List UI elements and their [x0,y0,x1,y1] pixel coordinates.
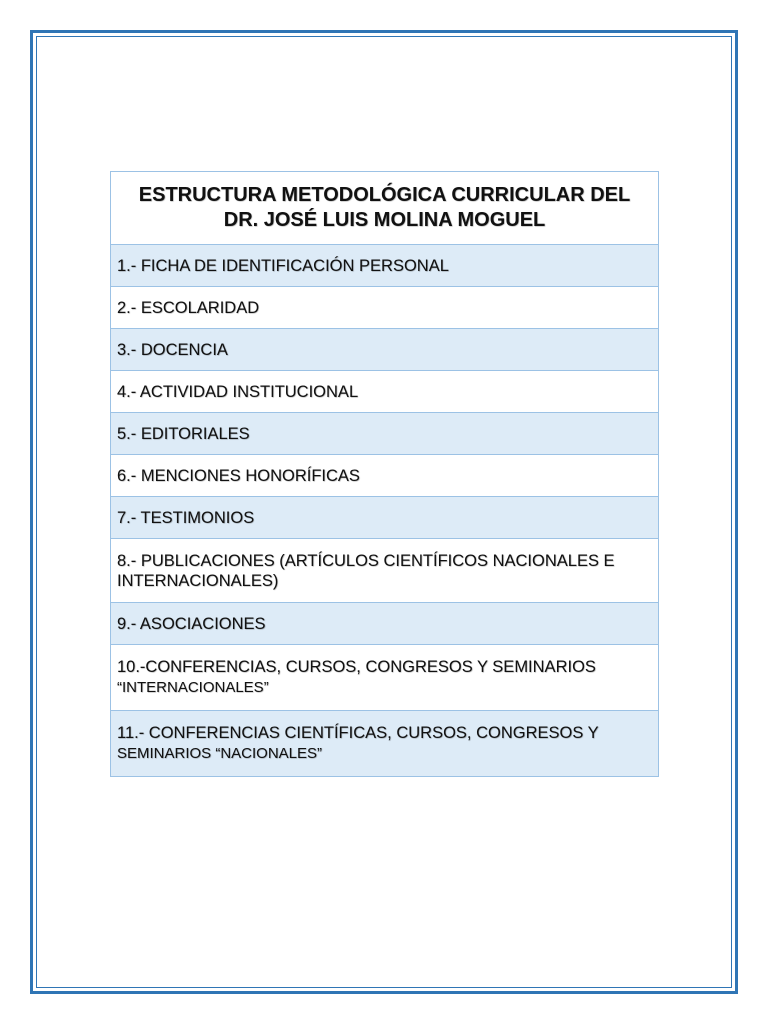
table-row [111,711,659,777]
curriculum-structure-table [110,171,659,777]
item-ficha-identificacion: 1.- FICHA DE IDENTIFICACIÓN PERSONAL [111,245,659,287]
item-actividad-institucional: 4.- ACTIVIDAD INSTITUCIONAL [111,371,659,413]
item-docencia: 3.- DOCENCIA [111,329,659,371]
table-row [111,455,659,497]
item-publicaciones-line-1: 8.- PUBLICACIONES (ARTÍCULOS CIENTÍFICOS NACIONALES E [117,551,615,570]
item-escolaridad: 2.- ESCOLARIDAD [111,287,659,329]
item-publicaciones-line-2: INTERNACIONALES) [117,571,279,590]
table-header-row [111,172,659,245]
item-conferencias-nacionales-line-2: SEMINARIOS “NACIONALES” [117,745,323,762]
table-title-line-1: ESTRUCTURA METODOLÓGICA CURRICULAR DEL [138,184,631,206]
item-asociaciones: 9.- ASOCIACIONES [111,603,659,645]
table-row [111,371,659,413]
table-title [111,172,659,245]
item-conferencias-internacionales [111,645,659,711]
table-row [111,603,659,645]
table-title-line-2: DR. JOSÉ LUIS MOLINA MOGUEL [223,209,546,231]
item-publicaciones [111,539,659,603]
table-row [111,245,659,287]
table-row [111,645,659,711]
item-menciones-honorificas: 6.- MENCIONES HONORÍFICAS [111,455,659,497]
item-conferencias-nacionales [111,711,659,777]
table-row [111,497,659,539]
item-editoriales: 5.- EDITORIALES [111,413,659,455]
item-conferencias-internacionales-line-1: 10.-CONFERENCIAS, CURSOS, CONGRESOS Y SEMINARIOS [117,658,596,676]
item-conferencias-nacionales-line-1: 11.- CONFERENCIAS CIENTÍFICAS, CURSOS, CONGRESOS Y [117,724,599,742]
item-conferencias-internacionales-line-2: “INTERNACIONALES” [117,679,269,696]
item-testimonios: 7.- TESTIMONIOS [111,497,659,539]
table-row [111,413,659,455]
table-row [111,287,659,329]
table-row [111,329,659,371]
table-row [111,539,659,603]
